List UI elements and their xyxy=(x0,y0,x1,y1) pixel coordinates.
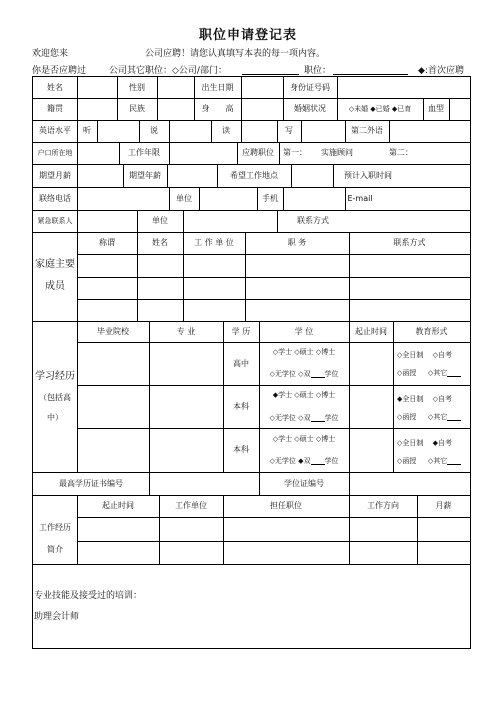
edu-label-1: 学习经历 xyxy=(35,371,75,382)
edu-row-form-extra[interactable]: ◇函授 ◇其它 xyxy=(397,367,469,379)
label-expected-start: 预计入职时间 xyxy=(344,170,392,180)
edu-row-level: 高中 xyxy=(233,358,249,368)
label-mobile: 手机 xyxy=(262,193,278,203)
label-marital: 婚姻状况 xyxy=(294,104,326,113)
q-apply-before: 你是否应聘过 xyxy=(32,66,87,76)
q-first-time: ◆:首次应聘 xyxy=(418,66,464,76)
edu-row-form-extra[interactable]: ◇函授 ◇其它 xyxy=(397,455,469,467)
edu-row-degree-options[interactable]: ◇学士 ◇硕士 ◇博士 xyxy=(272,347,336,356)
label-expected-place: 希望工作地点 xyxy=(230,170,278,180)
label-contact: 联系方式 xyxy=(297,216,329,225)
label-expected-salary: 期望月薪 xyxy=(39,170,71,180)
work-label-2: 简介 xyxy=(47,545,63,554)
edu-header-level: 学 历 xyxy=(231,326,251,336)
edu-header-major: 专 业 xyxy=(176,326,196,336)
label-unit2: 单位 xyxy=(152,216,168,225)
label-unit: 单位 xyxy=(176,193,192,203)
label-gender: 性别 xyxy=(129,82,145,92)
label-work-years: 工作年限 xyxy=(128,148,160,157)
label-height: 身 高 xyxy=(201,104,234,113)
edu-row-degree-options[interactable]: ◇学士 ◇硕士 ◇博士 xyxy=(272,434,336,443)
department-field[interactable] xyxy=(242,64,299,75)
edu-row-form-options[interactable]: ◇全日制 ◆自考 xyxy=(397,438,452,447)
label-speak: 说 xyxy=(150,126,158,135)
label-phone: 联络电话 xyxy=(39,193,71,203)
edu-row-degree-options[interactable]: ◆学士 ◇硕士 ◇博士 xyxy=(272,390,336,399)
edu-header-school: 毕业院校 xyxy=(97,326,129,336)
label-write: 写 xyxy=(285,126,293,135)
label-native: 籍贯 xyxy=(47,104,63,113)
edu-label-2: （包括高 xyxy=(39,393,71,402)
label-emergency: 紧急联系人 xyxy=(37,216,73,225)
label-blood: 血型 xyxy=(428,104,444,113)
label-second-choice: 第二： xyxy=(389,148,413,157)
label-apply-position: 应聘职位 xyxy=(242,148,274,157)
edu-label-3: 中） xyxy=(47,413,63,422)
work-header-period: 起止时间 xyxy=(102,501,134,510)
skills-label: 专业技能及接受过的培训： xyxy=(34,590,143,601)
edu-row-form-options[interactable]: ◆全日制 ◇自考 xyxy=(397,394,452,403)
marital-options[interactable]: ◇未婚 ◆已婚 ◆已育 xyxy=(348,104,412,113)
edu-row-form-options[interactable]: ◇全日制 ◇自考 xyxy=(397,350,452,359)
form-table xyxy=(32,76,471,649)
family-label-2: 成员 xyxy=(45,281,65,292)
intro-welcome: 欢迎您来 xyxy=(32,49,69,59)
edu-row-degree-extra[interactable]: ◇无学位 ◇双 学位 xyxy=(269,413,339,422)
family-header-contact: 联系方式 xyxy=(393,238,426,247)
edu-row-degree-extra[interactable]: ◇无学位 ◇双 学位 xyxy=(269,369,339,378)
work-label-1: 工作经历 xyxy=(39,523,71,532)
edu-header-period: 起止时间 xyxy=(355,326,387,336)
label-degree-cert: 学位证编号 xyxy=(284,478,324,488)
family-header-title: 职 务 xyxy=(287,238,307,247)
label-id-no: 身份证号码 xyxy=(290,82,330,92)
label-hukou: 户口所在地 xyxy=(37,148,73,157)
work-header-direction: 工作方向 xyxy=(367,501,399,510)
work-header-salary: 月薪 xyxy=(435,501,452,510)
label-birth: 出生日期 xyxy=(201,82,234,92)
label-first-choice: 第一： xyxy=(283,148,307,157)
edu-row-level: 本科 xyxy=(233,401,249,411)
work-header-position: 担任职位 xyxy=(270,501,302,510)
label-ethnic: 民族 xyxy=(129,104,145,113)
first-choice-value: 实施顾问 xyxy=(321,148,353,157)
label-expected-annual: 期望年薪 xyxy=(129,170,161,180)
q-position: 职位： xyxy=(304,66,332,76)
label-second-lang: 第二外语 xyxy=(351,126,383,135)
family-header-relation: 称谓 xyxy=(99,238,115,247)
family-header-name: 姓名 xyxy=(152,238,168,247)
position-field[interactable] xyxy=(333,64,408,75)
skills-value[interactable]: 助理会计师 xyxy=(34,611,80,622)
edu-header-form: 教育形式 xyxy=(415,326,448,336)
edu-row-level: 本科 xyxy=(233,445,249,454)
label-listen: 听 xyxy=(83,126,91,135)
edu-row-form-extra[interactable]: ◇函授 ◇其它 xyxy=(397,411,469,423)
label-email: E-mail xyxy=(347,193,373,203)
family-header-employer: 工 作 单 位 xyxy=(194,238,234,247)
q-other-position: 公司其它职位：◇公司/部门： xyxy=(109,66,227,76)
edu-row-degree-extra[interactable]: ◇无学位 ◆双 学位 xyxy=(269,456,339,465)
label-read: 读 xyxy=(222,126,230,135)
intro-message: 公司应聘！请您认真填写本表的每一项内容。 xyxy=(145,49,326,59)
page-title: 职位申请登记表 xyxy=(198,28,297,43)
label-english: 英语水平 xyxy=(39,126,71,135)
label-name: 姓名 xyxy=(47,82,63,92)
edu-header-degree: 学 位 xyxy=(294,326,314,336)
family-label-1: 家庭主要 xyxy=(35,259,75,270)
label-top-cert: 最高学历证书编号 xyxy=(59,478,123,488)
work-header-employer: 工作单位 xyxy=(175,501,207,510)
